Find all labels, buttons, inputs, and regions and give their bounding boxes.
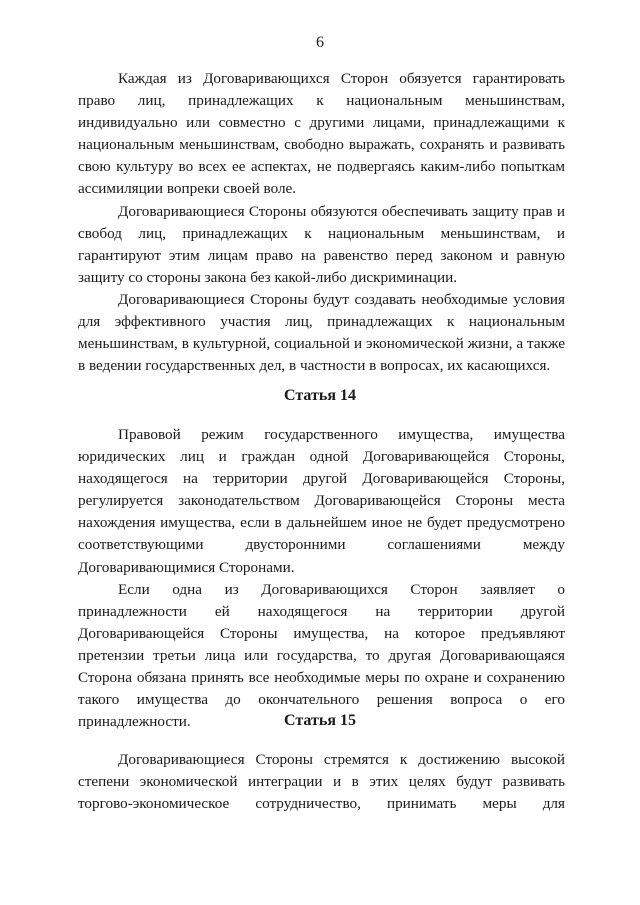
paragraph: Договаривающиеся Стороны обязуются обеспечивать защиту прав и свобод лиц, принадлежащих к национальным меньшинствам, и гарантируют этим лицам право на равенство перед законом и равную защиту со стороны закона без какой-либо дискриминации. xyxy=(78,202,565,286)
article-14-text xyxy=(78,424,565,733)
paragraph: Если одна из Договаривающихся Сторон заявляет о принадлежности ей находящегося на территории другой Договаривающейся Стороны имущества, на которое предъявляют претензии третьи лица или государства, то другая Договаривающаяся Сторона обязана принять все необходимые меры по охране и сохранению такого имущества до окончательного решения вопроса о его принадлежности. xyxy=(78,580,565,731)
page-number: 6 xyxy=(316,34,324,51)
article-15-heading: Статья 15 xyxy=(284,712,356,729)
article-14-heading: Статья 14 xyxy=(284,387,356,404)
paragraph: Договаривающиеся Стороны будут создавать необходимые условия для эффективного участия лиц, принадлежащих к национальным меньшинствам, в культурной, социальной и экономической жизни, а также в ведении государственных дел, в частности в вопросах, их касающихся. xyxy=(78,290,565,375)
paragraph: Договаривающиеся Стороны стремятся к достижению высокой степени экономической интеграции и в этих целях будут развивать торгово-экономическое сотрудничество, принимать меры для xyxy=(78,751,565,813)
paragraph: Правовой режим государственного имущества, имущества юридических лиц и граждан одной Договаривающейся Стороны, находящегося на территории другой Договаривающейся Стороны, регулируется законодательством Договаривающейся Стороны места нахождения имущества, если в дальнейшем иное не будет предусмотрено соответствующими двусторонними соглашениями между Договаривающимися Сторонами. xyxy=(78,426,565,576)
paragraph: Каждая из Договаривающихся Сторон обязуется гарантировать право лиц, принадлежащих к национальным меньшинствам, индивидуально или совместно с другими лицами, принадлежащими к национальным меньшинствам, свободно выражать, сохранять и развивать свою культуру во всех ее аспектах, не подвергаясь каким-либо попыткам ассимиляции вопреки своей воле. xyxy=(78,70,565,198)
article-15-text xyxy=(78,749,565,815)
intro-text xyxy=(78,68,565,377)
